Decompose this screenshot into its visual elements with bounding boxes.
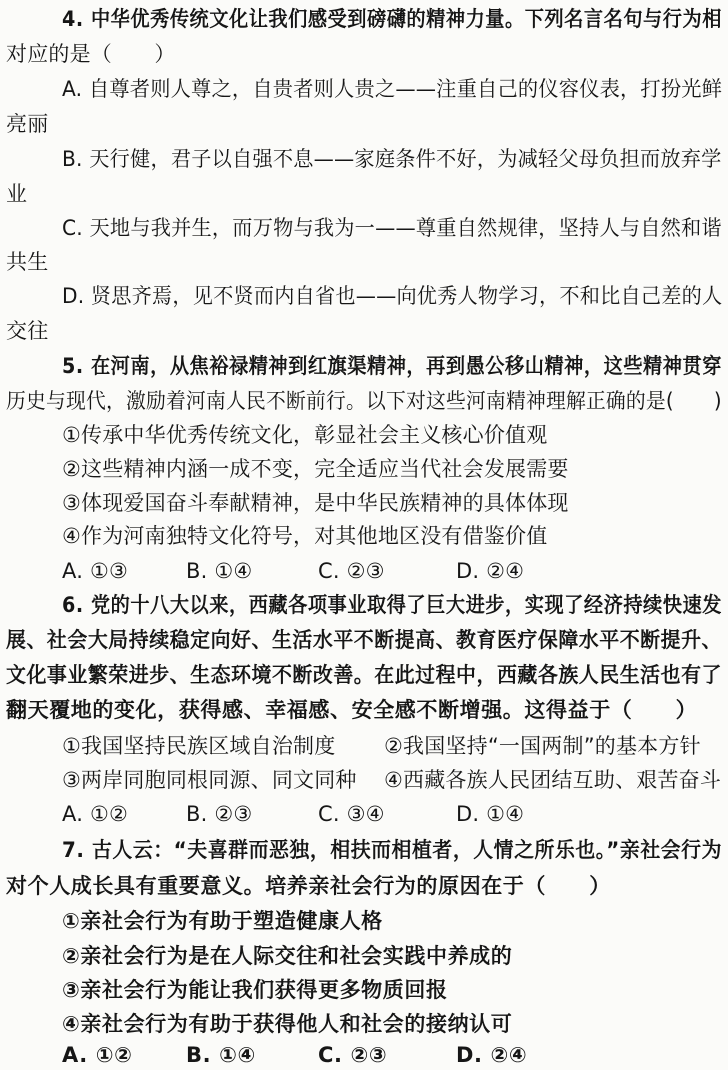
q6-choice-d: D. ①④ <box>456 802 525 826</box>
q7-statement-2: ②亲社会行为是在人际交往和社会实践中养成的 <box>62 944 513 968</box>
q7-statement-1: ①亲社会行为有助于塑造健康人格 <box>62 909 383 933</box>
q6-statement-3: ③两岸同胞同根同源、同文同种 <box>62 768 357 792</box>
q5-choice-d: D. ②④ <box>456 559 525 583</box>
q4-option-c-line-1: C. 天地与我并生，而万物与我为一——尊重自然规律，坚持人与自然和谐 <box>62 216 722 240</box>
q7-choice-d: D. ②④ <box>456 1043 528 1067</box>
q4-option-a-line-2: 亮丽 <box>6 112 49 136</box>
q4-option-c-line-2: 共生 <box>6 250 49 274</box>
q6-choice-c: C. ③④ <box>318 802 385 826</box>
q5-choice-c: C. ②③ <box>318 559 385 583</box>
q7-statement-4: ④亲社会行为有助于获得他人和社会的接纳认可 <box>62 1012 513 1036</box>
q4-stem-line-1: 4. 中华优秀传统文化让我们感受到磅礴的精神力量。下列名言名句与行为相 <box>62 7 722 31</box>
q6-stem-line-1: 6. 党的十八大以来，西藏各项事业取得了巨大进步，实现了经济持续快速发 <box>62 593 722 617</box>
q4-option-b-line-1: B. 天行健，君子以自强不息——家庭条件不好，为减轻父母负担而放弃学 <box>62 147 722 171</box>
q4-option-a-line-1: A. 自尊者则人尊之，自贵者则人贵之——注重自己的仪容仪表，打扮光鲜 <box>62 77 723 101</box>
q5-statement-3: ③体现爱国奋斗奉献精神，是中华民族精神的具体体现 <box>62 491 569 515</box>
q6-choice-a: A. ①② <box>62 802 128 826</box>
q6-statement-2: ②我国坚持“一国两制”的基本方针 <box>384 734 701 758</box>
q5-statement-4: ④作为河南独特文化符号，对其他地区没有借鉴价值 <box>62 524 548 548</box>
q5-stem-line-2: 历史与现代，激励着河南人民不断前行。以下对这些河南精神理解正确的是( ) <box>6 389 722 413</box>
q6-stem-line-3: 文化事业繁荣进步、生态环境不断改善。在此过程中，西藏各族人民生活也有了 <box>6 663 723 687</box>
q7-choice-b: B. ①④ <box>186 1043 256 1067</box>
q4-stem-line-2: 对应的是（ ） <box>6 42 176 66</box>
q7-stem-line-2: 对个人成长具有重要意义。培养亲社会行为的原因在于（ ） <box>6 874 611 898</box>
q5-stem-line-1: 5. 在河南，从焦裕禄精神到红旗渠精神，再到愚公移山精神，这些精神贯穿 <box>62 354 722 378</box>
q5-choice-a: A. ①③ <box>62 559 128 583</box>
q7-stem-line-1: 7. 古人云：“夫喜群而恶独，相扶而相植者，人情之所乐也。”亲社会行为 <box>62 838 723 862</box>
q6-statement-1: ①我国坚持民族区域自治制度 <box>62 734 336 758</box>
q6-statement-4: ④西藏各族人民团结互助、艰苦奋斗 <box>384 768 722 792</box>
q4-option-d-line-2: 交往 <box>6 319 49 343</box>
q6-choice-b: B. ②③ <box>186 802 253 826</box>
q7-choice-c: C. ②③ <box>318 1043 388 1067</box>
q5-statement-2: ②这些精神内涵一成不变，完全适应当代社会发展需要 <box>62 457 569 481</box>
q4-option-b-line-2: 业 <box>6 182 28 206</box>
q7-statement-3: ③亲社会行为能让我们获得更多物质回报 <box>62 978 448 1002</box>
q5-choice-b: B. ①④ <box>186 559 253 583</box>
q4-option-d-line-1: D. 贤思齐焉，见不贤而内自省也——向优秀人物学习，不和比自己差的人 <box>62 284 723 308</box>
q7-choice-a: A. ①② <box>62 1043 133 1067</box>
q6-stem-line-4: 翻天覆地的变化，获得感、幸福感、安全感不断增强。这得益于（ ） <box>6 698 698 722</box>
q6-stem-line-2: 展、社会大局持续稳定向好、生活水平不断提高、教育医疗保障水平不断提升、 <box>6 628 723 652</box>
q5-statement-1: ①传承中华优秀传统文化，彰显社会主义核心价值观 <box>62 423 548 447</box>
